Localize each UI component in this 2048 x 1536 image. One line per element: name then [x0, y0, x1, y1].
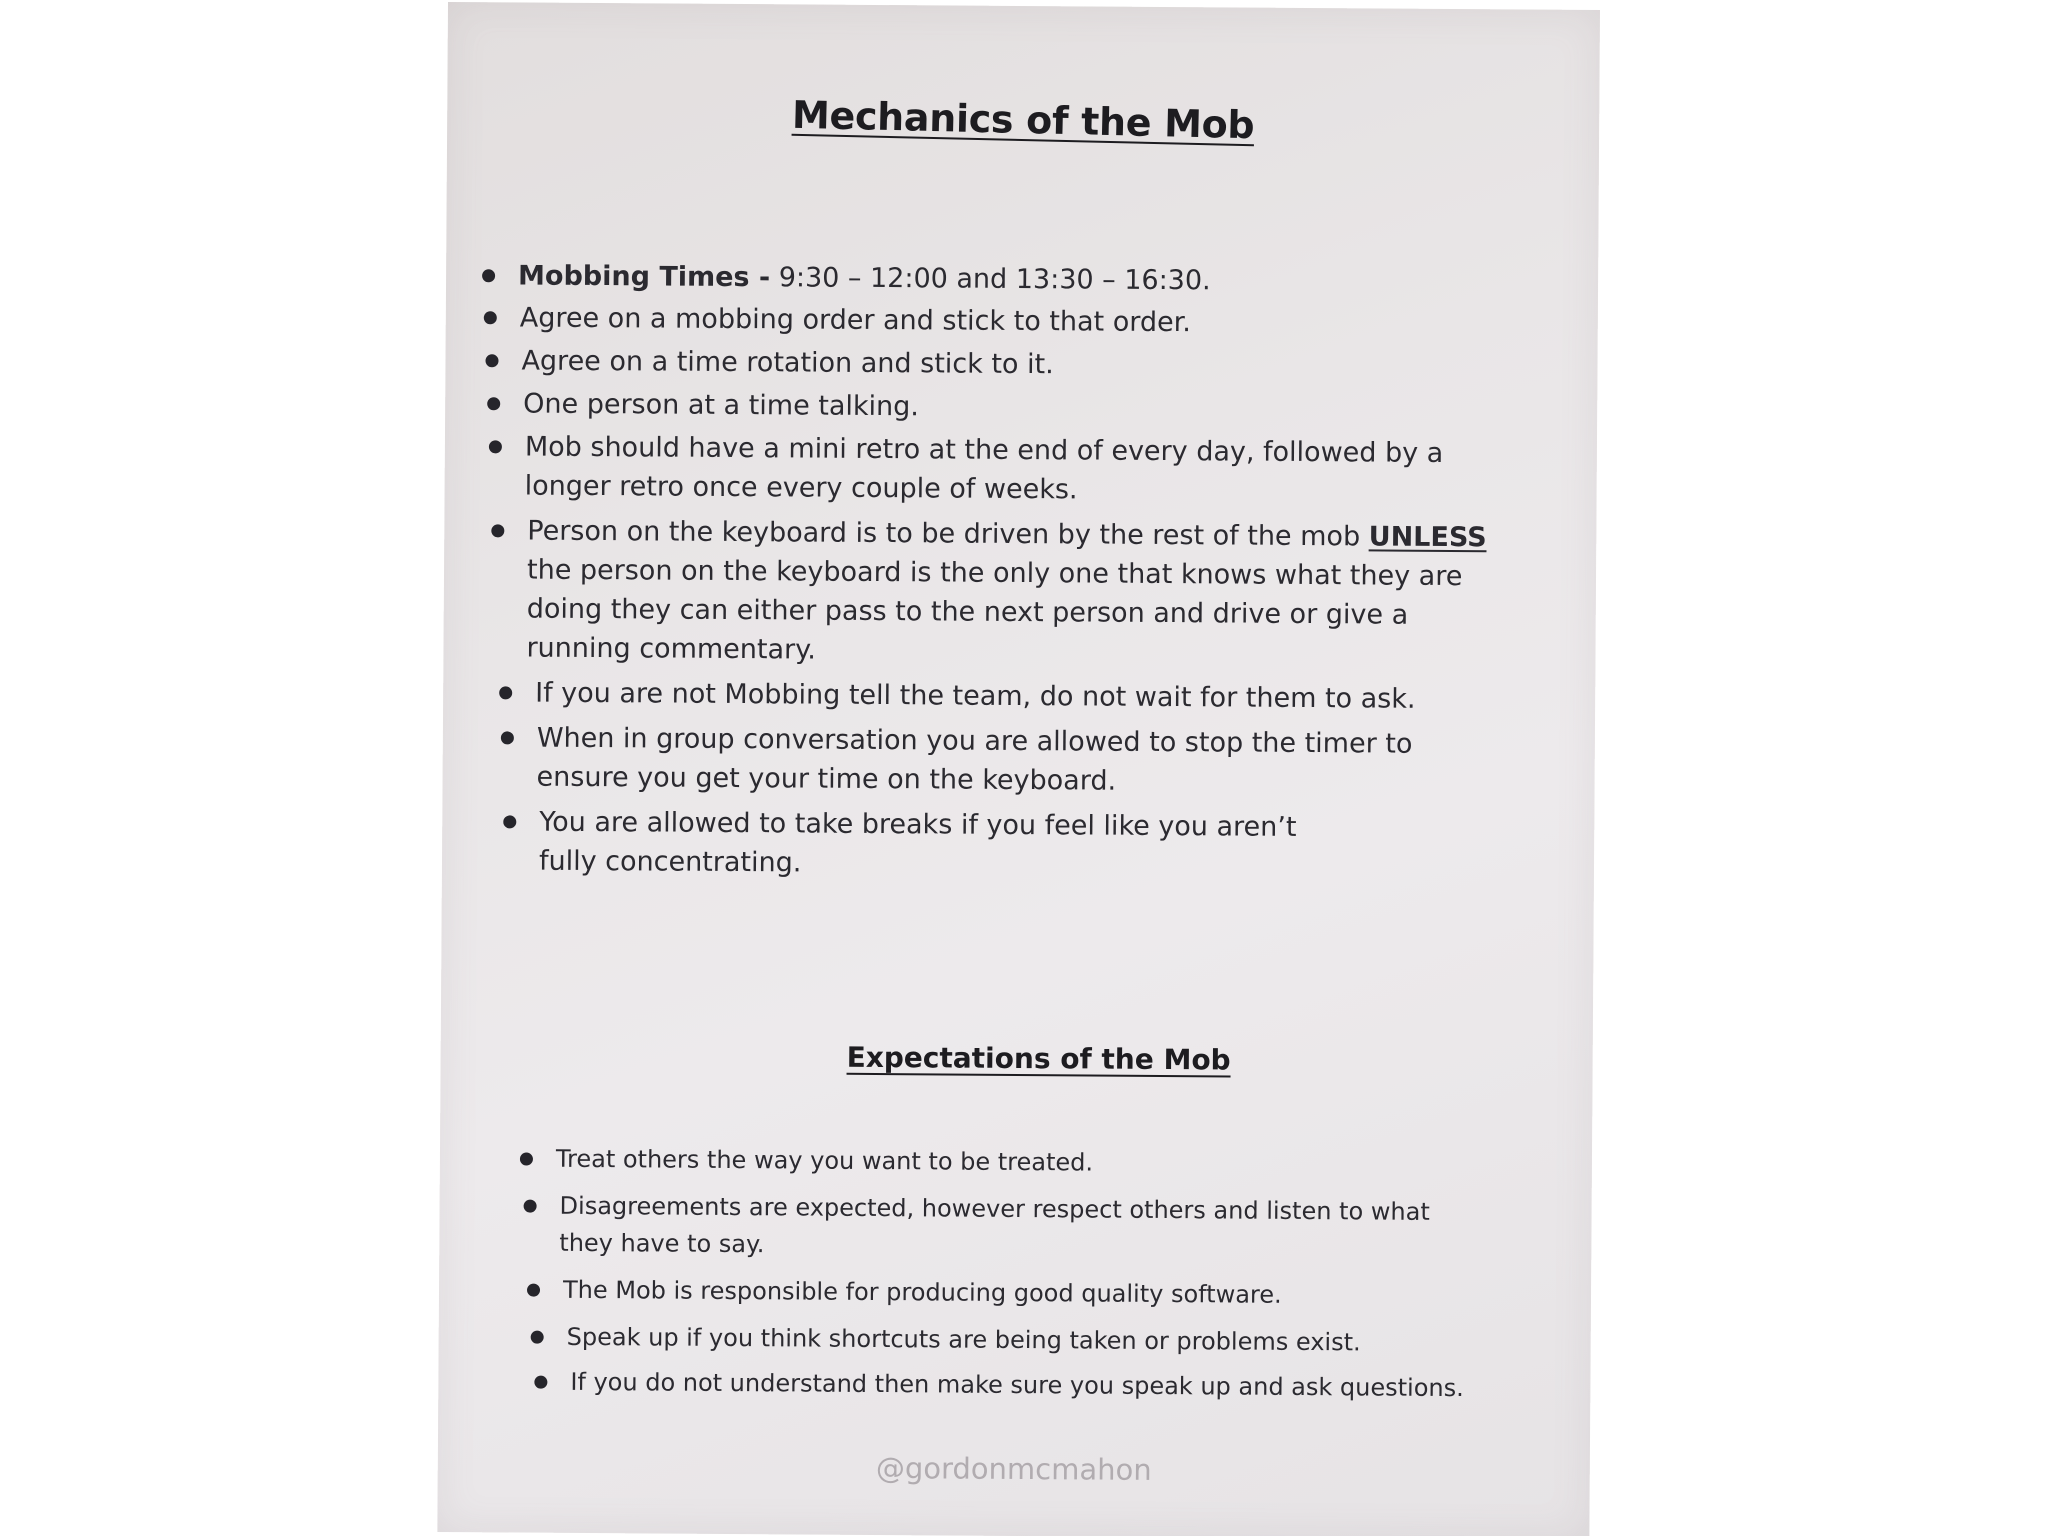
mobbing-times-text: 9:30 – 12:00 and 13:30 – 16:30.: [770, 262, 1211, 297]
bullet-icon: [484, 311, 497, 324]
list-item-text: Speak up if you think shortcuts are being taken or problems exist.: [566, 1322, 1361, 1357]
list-item: [539, 803, 1360, 887]
list-item-text: Agree on a mobbing order and stick to that order.: [519, 302, 1191, 339]
list-item: [526, 512, 1517, 675]
bullet-icon: [503, 815, 516, 828]
list-item: [563, 1272, 1463, 1315]
list-item: [521, 342, 1521, 388]
mobbing-times-label: Mobbing Times -: [517, 260, 771, 294]
list-item-text: Disagreements are expected, however respect others and listen to what they have to say.: [559, 1191, 1430, 1259]
bullet-icon: [482, 269, 495, 282]
list-item: [535, 674, 1515, 720]
expectations-list: [554, 1141, 1516, 1408]
watermark: @gordonmcmahon: [875, 1451, 1152, 1487]
bullet-icon: [531, 1331, 544, 1344]
list-item-text: Agree on a time rotation and stick to it.: [521, 345, 1054, 381]
mechanics-list: [514, 256, 1558, 887]
paper-sheet: [437, 2, 1600, 1536]
bullet-icon: [491, 524, 504, 537]
list-item-text: If you do not understand then make sure you speak up and ask questions.: [570, 1367, 1464, 1403]
list-item: [523, 385, 1523, 431]
list-item: [525, 428, 1526, 513]
list-item: [567, 1319, 1467, 1362]
expectations-title: Expectations of the Mob: [846, 1040, 1231, 1077]
document-title: Mechanics of the Mob: [791, 92, 1255, 148]
bullet-icon: [499, 686, 512, 699]
list-item: [570, 1364, 1490, 1407]
list-item: [520, 298, 1520, 344]
list-item: [556, 1141, 1496, 1185]
bullet-icon: [501, 731, 514, 744]
unless-emphasis: UNLESS: [1368, 521, 1487, 554]
bullet-icon: [487, 397, 500, 410]
list-item-text: If you are not Mobbing tell the team, do not wait for them to ask.: [535, 677, 1416, 715]
bullet-icon: [534, 1376, 547, 1389]
list-item: [559, 1188, 1459, 1268]
list-item-text-after: the person on the keyboard is the only one that knows what they are doing they can either pass to the next person and drive or give a running commentary.: [526, 554, 1463, 666]
list-item-text: One person at a time talking.: [523, 388, 920, 423]
list-item-text: When in group conversation you are allowed to stop the timer to ensure you get your time on the keyboard.: [536, 722, 1413, 797]
list-item-text: Mob should have a mini retro at the end of every day, followed by a longer retro once every couple of weeks.: [524, 431, 1444, 506]
list-item-text: You are allowed to take breaks if you feel like you aren’t fully concentrating.: [538, 806, 1297, 879]
list-item-text: Treat others the way you want to be treated.: [555, 1144, 1094, 1177]
bullet-icon: [524, 1200, 537, 1213]
list-item-text-before: Person on the keyboard is to be driven by the rest of the mob: [527, 515, 1369, 553]
bullet-icon: [527, 1284, 540, 1297]
bullet-icon: [489, 440, 502, 453]
list-item-text: The Mob is responsible for producing good quality software.: [562, 1275, 1282, 1309]
list-item: [518, 256, 1518, 302]
bullet-icon: [485, 354, 498, 367]
list-item: [536, 719, 1497, 804]
bullet-icon: [520, 1153, 533, 1166]
